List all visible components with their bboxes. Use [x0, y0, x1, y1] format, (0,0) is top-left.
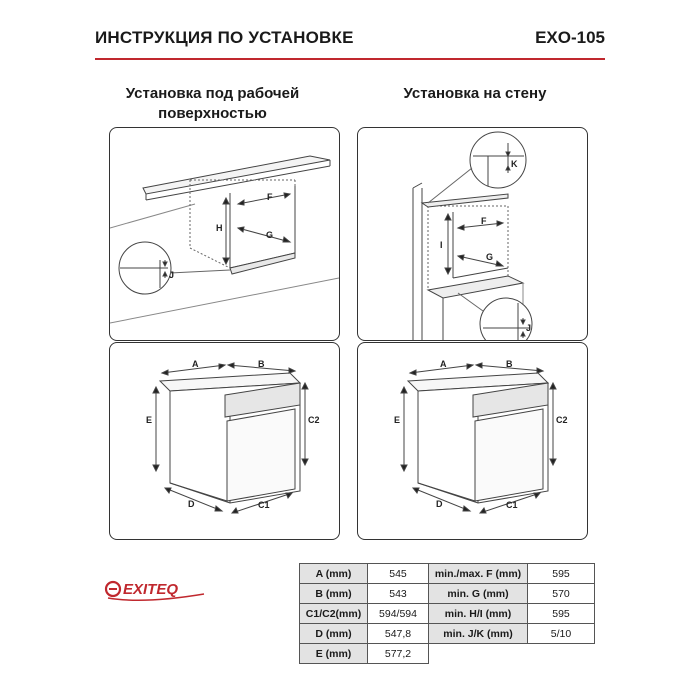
dim-label-H: H: [216, 223, 223, 233]
dim-label-B2: B: [506, 359, 513, 369]
logo-text: EXITEQ: [123, 581, 179, 598]
dim-label-K: K: [511, 159, 518, 169]
under-counter-drawing: [110, 128, 339, 340]
dim-label-G: G: [266, 230, 274, 240]
wall-install-drawing: [358, 128, 587, 340]
spec-table: [299, 563, 595, 664]
dim-label-A2: A: [440, 359, 447, 369]
oven-right-drawing: [358, 343, 587, 539]
under-counter-title: Установка под рабочей поверхностью: [125, 85, 300, 122]
spec-row: [300, 604, 595, 624]
spec-value: 545: [368, 564, 429, 584]
dim-label-G2: G: [486, 252, 494, 262]
dim-label-F: F: [267, 192, 273, 202]
spec-value: 594/594: [368, 604, 429, 624]
spec-param-value: 570: [528, 584, 595, 604]
spec-param: min. G (mm): [429, 584, 528, 604]
wall-install-title: Установка на стену: [403, 85, 547, 102]
dim-label-D2: D: [436, 499, 443, 509]
spec-label: E (mm): [300, 644, 368, 664]
oven-dimensions-right: [357, 342, 588, 540]
exiteq-logo-icon: [104, 572, 214, 606]
dim-label-I: I: [440, 240, 443, 250]
spec-param-value: 5/10: [528, 624, 595, 644]
wall-install-diagram: [357, 127, 588, 341]
model-number: EXO-105: [535, 28, 605, 47]
dim-label-D: D: [188, 499, 195, 509]
exiteq-logo: [104, 572, 214, 606]
oven-left-drawing: [110, 343, 339, 539]
spec-param: min. J/K (mm): [429, 624, 528, 644]
spec-label: B (mm): [300, 584, 368, 604]
spec-value: 547,8: [368, 624, 429, 644]
dim-label-C1: C1: [258, 500, 270, 510]
dim-label-E: E: [146, 415, 153, 425]
document-title: ИНСТРУКЦИЯ ПО УСТАНОВКЕ: [95, 28, 354, 47]
dim-label-A: A: [192, 359, 199, 369]
spec-param: min. H/I (mm): [429, 604, 528, 624]
dim-label-F2: F: [481, 216, 487, 226]
spec-row: [300, 644, 595, 664]
oven-dimensions-left: [109, 342, 340, 540]
spec-label: A (mm): [300, 564, 368, 584]
spec-row: [300, 584, 595, 604]
spec-param: min./max. F (mm): [429, 564, 528, 584]
spec-param: [429, 644, 528, 664]
spec-label: D (mm): [300, 624, 368, 644]
spec-param-value: 595: [528, 604, 595, 624]
spec-param-value: 595: [528, 564, 595, 584]
spec-label: C1/C2(mm): [300, 604, 368, 624]
spec-param-value: [528, 644, 595, 664]
under-counter-diagram: [109, 127, 340, 341]
dim-label-J: J: [169, 270, 175, 280]
dim-label-C2-right: C2: [556, 415, 568, 425]
dim-label-J2: J: [526, 323, 532, 333]
dim-label-B: B: [258, 359, 265, 369]
spec-row: [300, 564, 595, 584]
dim-label-E2: E: [394, 415, 401, 425]
spec-value: 543: [368, 584, 429, 604]
spec-row: [300, 624, 595, 644]
dim-label-C1-right: C1: [506, 500, 518, 510]
dim-label-C2: C2: [308, 415, 320, 425]
spec-value: 577,2: [368, 644, 429, 664]
header-rule: [95, 58, 605, 60]
